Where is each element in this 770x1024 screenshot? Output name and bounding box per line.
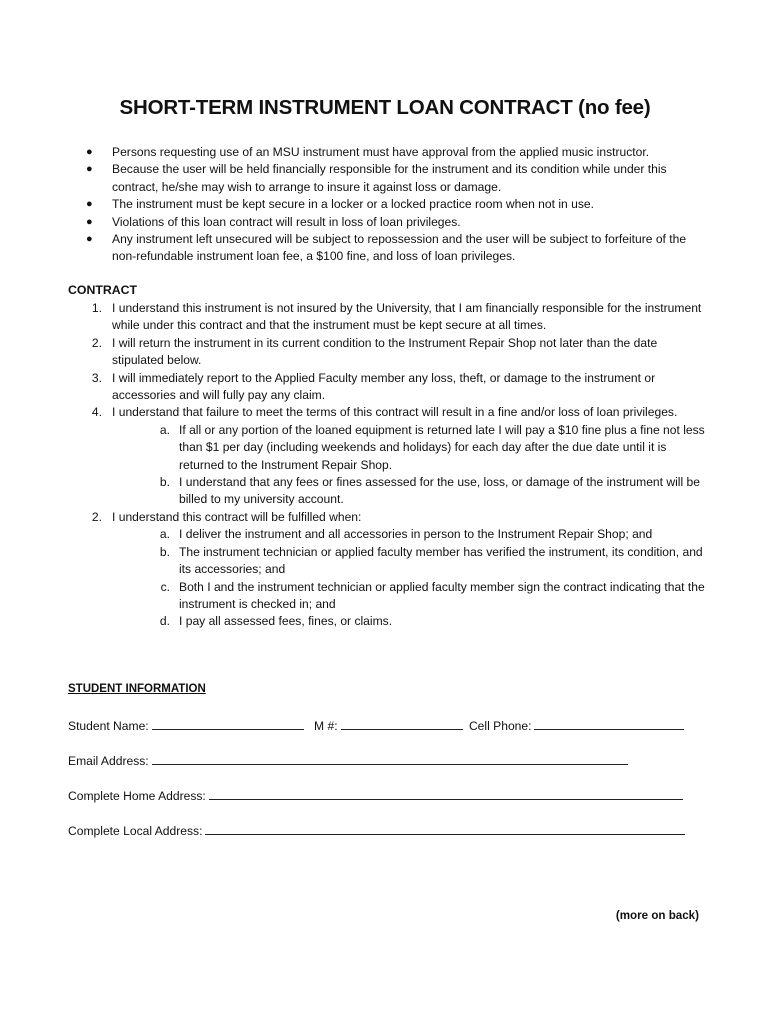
sub-term-letter: c.: [160, 579, 170, 594]
list-item: ● The instrument must be kept secure in a locker or a locked practice room when not in use.: [86, 196, 706, 213]
student-name-label: Student Name:: [68, 719, 149, 733]
list-item: ● Because the user will be held financially responsible for the instrument and its condition while under this contract, he/she may wish to arrange to insure it against loss or damage.: [86, 162, 667, 194]
bullet-icon: ●: [86, 163, 93, 176]
contract-term: [86, 300, 706, 335]
home-address-label: Complete Home Address:: [68, 789, 206, 803]
rules-bullet-list: [86, 144, 706, 266]
term-number: 3.: [91, 370, 102, 385]
cell-phone-field[interactable]: [534, 717, 684, 730]
term-text: I will return the instrument in its current condition to the Instrument Repair Shop not later than the date stipulated below.: [112, 335, 658, 368]
sub-term-text: Both I and the instrument technician or applied faculty member sign the contract indicating that the instrument is checked in; and: [179, 579, 705, 611]
sub-term-text: I pay all assessed fees, fines, or claims.: [179, 614, 393, 629]
contract-term: [86, 370, 706, 405]
student-name-field[interactable]: [152, 717, 304, 730]
list-item: ● Violations of this loan contract will result in loss of loan privileges.: [86, 214, 706, 231]
contract-terms-list: [86, 300, 706, 631]
term-number: 2.: [91, 509, 102, 524]
term-number: 1.: [91, 301, 102, 315]
sub-term-text: The instrument technician or applied faculty member has verified the instrument, its condition, and its accessories; and: [179, 544, 703, 577]
term-number: 2.: [91, 335, 102, 350]
sub-term: [158, 613, 706, 630]
page-title: SHORT-TERM INSTRUMENT LOAN CONTRACT (no fee): [119, 96, 651, 119]
term-text: I understand this instrument is not insured by the University, that I am financially responsible for the instrument while under this contract and that the instrument must be kept secure at all times.: [112, 301, 702, 333]
sub-term-letter: b.: [159, 475, 170, 490]
sub-term-letter: a.: [159, 422, 170, 437]
bullet-icon: ●: [86, 198, 93, 211]
email-row: [68, 752, 631, 768]
home-address-field[interactable]: [209, 787, 683, 800]
local-address-row: [68, 822, 688, 838]
sub-term: [158, 544, 706, 579]
email-field[interactable]: [152, 752, 628, 765]
student-info-heading: STUDENT INFORMATION: [68, 683, 206, 695]
bullet-icon: ●: [86, 233, 93, 246]
term-text: I understand this contract will be fulfilled when:: [112, 509, 362, 524]
cell-phone-label: Cell Phone:: [468, 719, 532, 733]
sub-term-letter: a.: [159, 527, 170, 542]
m-number-field[interactable]: [341, 717, 463, 730]
fulfillment-subterms-list: [112, 526, 706, 630]
list-item: ● Any instrument left unsecured will be subject to repossession and the user will be subject to forfeiture of the non-refundable instrument loan fee, a $100 fine, and loss of loan privileges.: [86, 232, 687, 264]
term-text: I will immediately report to the Applied Faculty member any loss, theft, or damage to the instrument or accessories and will fully pay any claim.: [112, 370, 656, 403]
sub-term-letter: d.: [159, 614, 170, 629]
contract-term: [86, 404, 706, 508]
term-number: 4.: [91, 405, 102, 420]
bullet-icon: ●: [86, 146, 93, 158]
contract-term: [86, 509, 706, 631]
sub-term-text: I deliver the instrument and all accessories in person to the Instrument Repair Shop; and: [179, 527, 653, 542]
term-text: I understand that failure to meet the terms of this contract will result in a fine and/or loss of loan privileges.: [112, 405, 678, 420]
list-item: ● Persons requesting use of an MSU instrument must have approval from the applied music instructor.: [86, 144, 706, 161]
sub-term: [158, 474, 706, 509]
sub-term-text: If all or any portion of the loaned equipment is returned late I will pay a $10 fine plus a fine not less than $1 per day (including weekends and holidays) for each day after the due date until it is returned to the Instrument Repair Shop.: [179, 422, 705, 472]
sub-term-letter: b.: [159, 544, 170, 559]
student-name-row: [68, 717, 687, 733]
local-address-field[interactable]: [205, 822, 685, 835]
sub-term: [158, 526, 706, 543]
bullet-icon: ●: [86, 215, 93, 228]
email-label: Email Address:: [68, 754, 149, 768]
fine-subterms-list: [112, 422, 706, 509]
sub-term-text: I understand that any fees or fines assessed for the use, loss, or damage of the instrument will be billed to my university account.: [179, 475, 700, 507]
contract-heading: CONTRACT: [68, 283, 137, 297]
contract-term: [86, 335, 706, 370]
sub-term: [158, 422, 706, 474]
m-number-label: M #:: [314, 719, 338, 733]
more-on-back-note: (more on back): [615, 909, 699, 922]
sub-term: [158, 579, 706, 614]
home-address-row: [68, 787, 686, 803]
local-address-label: Complete Local Address:: [68, 824, 203, 838]
